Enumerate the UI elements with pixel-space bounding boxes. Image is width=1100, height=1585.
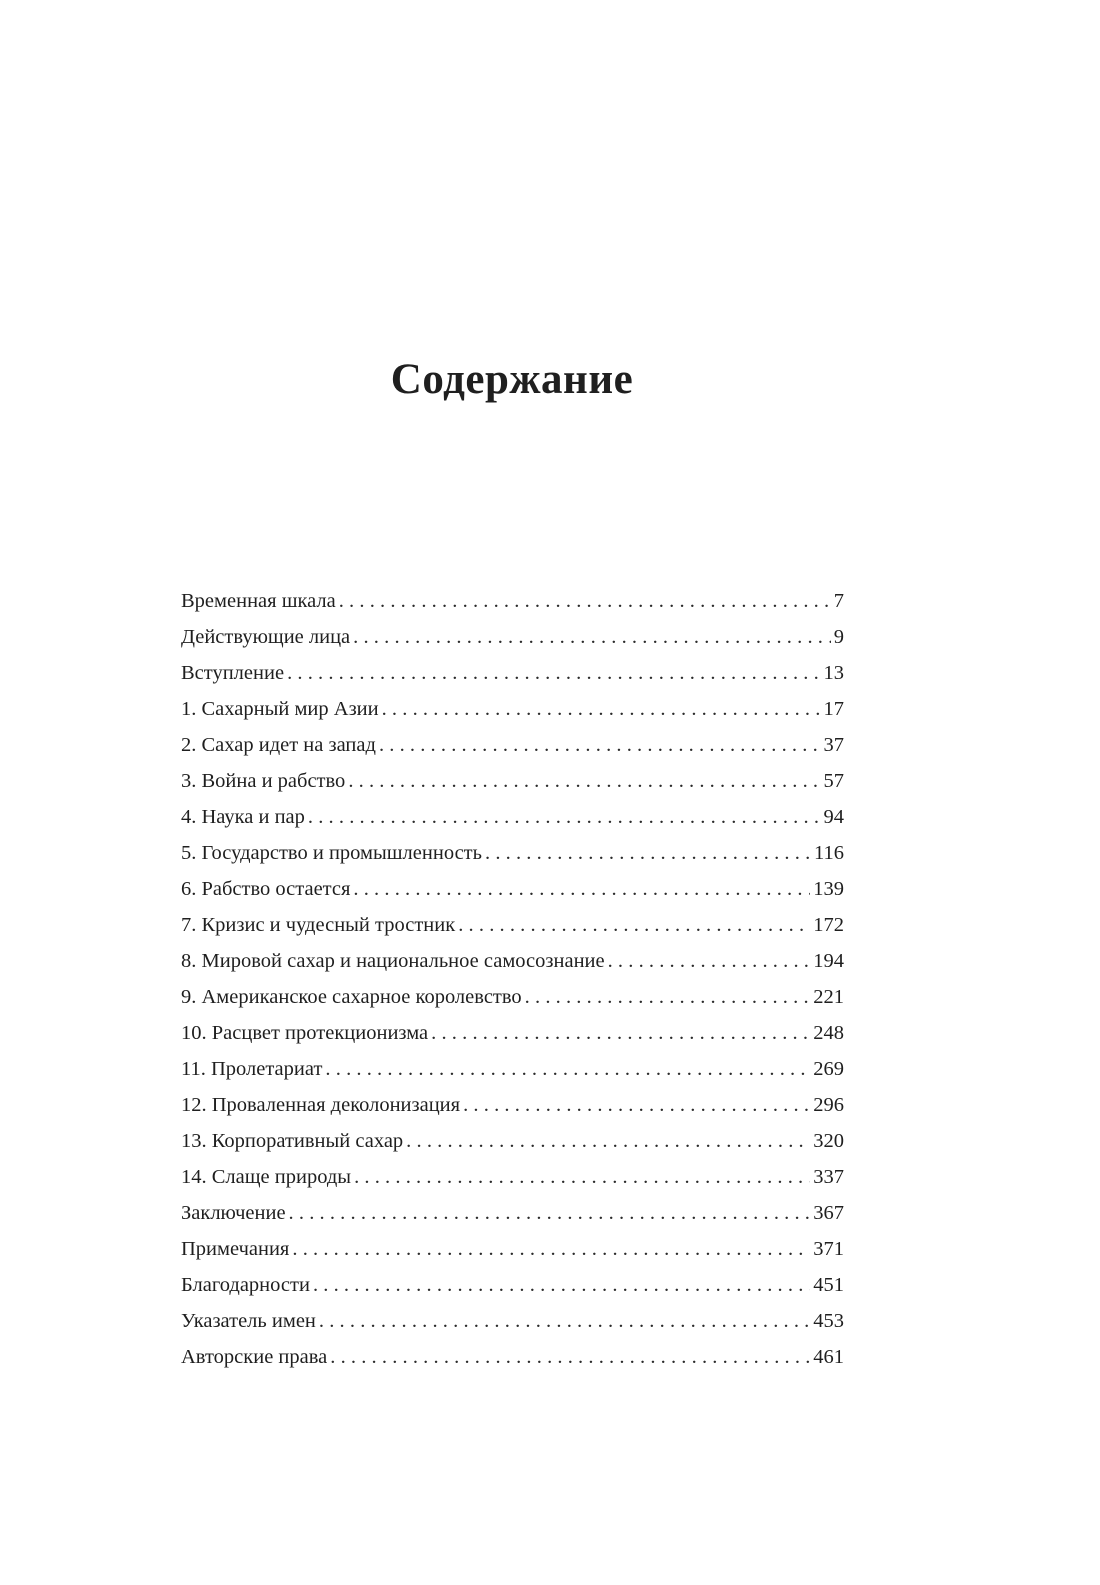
toc-entry-label: Заключение xyxy=(181,1202,286,1224)
toc-entry[interactable] xyxy=(181,1051,844,1087)
page-title: Содержание xyxy=(390,356,634,403)
toc-entry[interactable] xyxy=(181,583,844,619)
toc-entry[interactable] xyxy=(181,907,844,943)
toc-entry-label: Вступление xyxy=(181,662,285,684)
dot-leader xyxy=(330,1339,810,1375)
toc-page-number: 194 xyxy=(813,950,844,972)
toc-entry-label: 2. Сахар идет на запад xyxy=(181,734,376,756)
toc-page-number: 17 xyxy=(823,698,844,720)
toc-page-number: 13 xyxy=(823,662,844,684)
toc-entry-label: 8. Мировой сахар и национальное самосознание xyxy=(181,950,605,972)
toc-page-number: 451 xyxy=(813,1274,844,1296)
toc-entry[interactable] xyxy=(181,655,844,691)
toc-entry-label: Действующие лица xyxy=(181,626,351,648)
toc-entry[interactable] xyxy=(181,619,844,655)
toc-page-number: 296 xyxy=(813,1094,844,1116)
dot-leader xyxy=(525,979,811,1015)
toc-entry[interactable] xyxy=(181,1195,844,1231)
toc-entry-label: Указатель имен xyxy=(181,1310,316,1332)
toc-entry[interactable] xyxy=(181,1015,844,1051)
toc-page-number: 371 xyxy=(813,1238,844,1260)
toc-entry[interactable] xyxy=(181,1231,844,1267)
dot-leader xyxy=(379,727,821,763)
dot-leader xyxy=(354,1159,810,1195)
dot-leader xyxy=(308,799,821,835)
dot-leader xyxy=(463,1087,810,1123)
toc-entry-label: 5. Государство и промышленность xyxy=(181,842,482,864)
toc-page-number: 7 xyxy=(833,590,844,612)
toc-entry-label: 9. Американское сахарное королевство xyxy=(181,986,522,1008)
toc-entry-label: 12. Проваленная деколонизация xyxy=(181,1094,461,1116)
toc-page-number: 221 xyxy=(813,986,844,1008)
dot-leader xyxy=(353,871,810,907)
toc-page-number: 367 xyxy=(813,1202,844,1224)
dot-leader xyxy=(339,583,831,619)
toc-entry[interactable] xyxy=(181,1087,844,1123)
toc-entry[interactable] xyxy=(181,1123,844,1159)
toc-entry-label: Временная шкала xyxy=(181,590,336,612)
toc-entry[interactable] xyxy=(181,943,844,979)
toc-entry[interactable] xyxy=(181,1303,844,1339)
toc-entry[interactable] xyxy=(181,835,844,871)
dot-leader xyxy=(319,1303,810,1339)
toc-page-number: 139 xyxy=(813,878,844,900)
dot-leader xyxy=(325,1051,810,1087)
toc-entry[interactable] xyxy=(181,979,844,1015)
toc-page-number: 453 xyxy=(813,1310,844,1332)
dot-leader xyxy=(485,835,811,871)
toc-entry[interactable] xyxy=(181,799,844,835)
dot-leader xyxy=(289,1195,811,1231)
toc-page-number: 320 xyxy=(813,1130,844,1152)
toc-entry[interactable] xyxy=(181,763,844,799)
toc-entry-label: 14. Слаще природы xyxy=(181,1166,352,1188)
dot-leader xyxy=(458,907,810,943)
toc-entry[interactable] xyxy=(181,691,844,727)
toc-entry-label: 10. Расцвет протекционизма xyxy=(181,1022,429,1044)
dot-leader xyxy=(406,1123,810,1159)
toc-page-number: 461 xyxy=(813,1346,844,1368)
toc-page-number: 37 xyxy=(823,734,844,756)
toc-entry[interactable] xyxy=(181,1267,844,1303)
table-of-contents xyxy=(181,583,844,1375)
toc-entry-label: 7. Кризис и чудесный тростник xyxy=(181,914,456,936)
dot-leader xyxy=(292,1231,810,1267)
toc-entry-label: Примечания xyxy=(181,1238,290,1260)
toc-entry[interactable] xyxy=(181,1339,844,1375)
toc-page-number: 94 xyxy=(823,806,844,828)
toc-entry-label: 11. Пролетариат xyxy=(181,1058,323,1080)
toc-entry-label: 4. Наука и пар xyxy=(181,806,305,828)
toc-page-number: 9 xyxy=(833,626,844,648)
dot-leader xyxy=(608,943,811,979)
toc-entry-label: 6. Рабство остается xyxy=(181,878,351,900)
toc-entry[interactable] xyxy=(181,727,844,763)
toc-page-number: 57 xyxy=(823,770,844,792)
toc-entry-label: Благодарности xyxy=(181,1274,310,1296)
toc-page-number: 248 xyxy=(813,1022,844,1044)
toc-entry-label: 13. Корпоративный сахар xyxy=(181,1130,404,1152)
toc-page-number: 269 xyxy=(813,1058,844,1080)
toc-entry-label: 1. Сахарный мир Азии xyxy=(181,698,379,720)
toc-entry[interactable] xyxy=(181,1159,844,1195)
toc-page-number: 172 xyxy=(813,914,844,936)
toc-entry[interactable] xyxy=(181,871,844,907)
dot-leader xyxy=(431,1015,810,1051)
dot-leader xyxy=(382,691,821,727)
toc-entry-label: 3. Война и рабство xyxy=(181,770,346,792)
dot-leader xyxy=(348,763,820,799)
toc-page-number: 116 xyxy=(814,842,844,864)
toc-page-number: 337 xyxy=(813,1166,844,1188)
dot-leader xyxy=(353,619,831,655)
toc-entry-label: Авторские права xyxy=(181,1346,328,1368)
dot-leader xyxy=(313,1267,810,1303)
dot-leader xyxy=(287,655,820,691)
